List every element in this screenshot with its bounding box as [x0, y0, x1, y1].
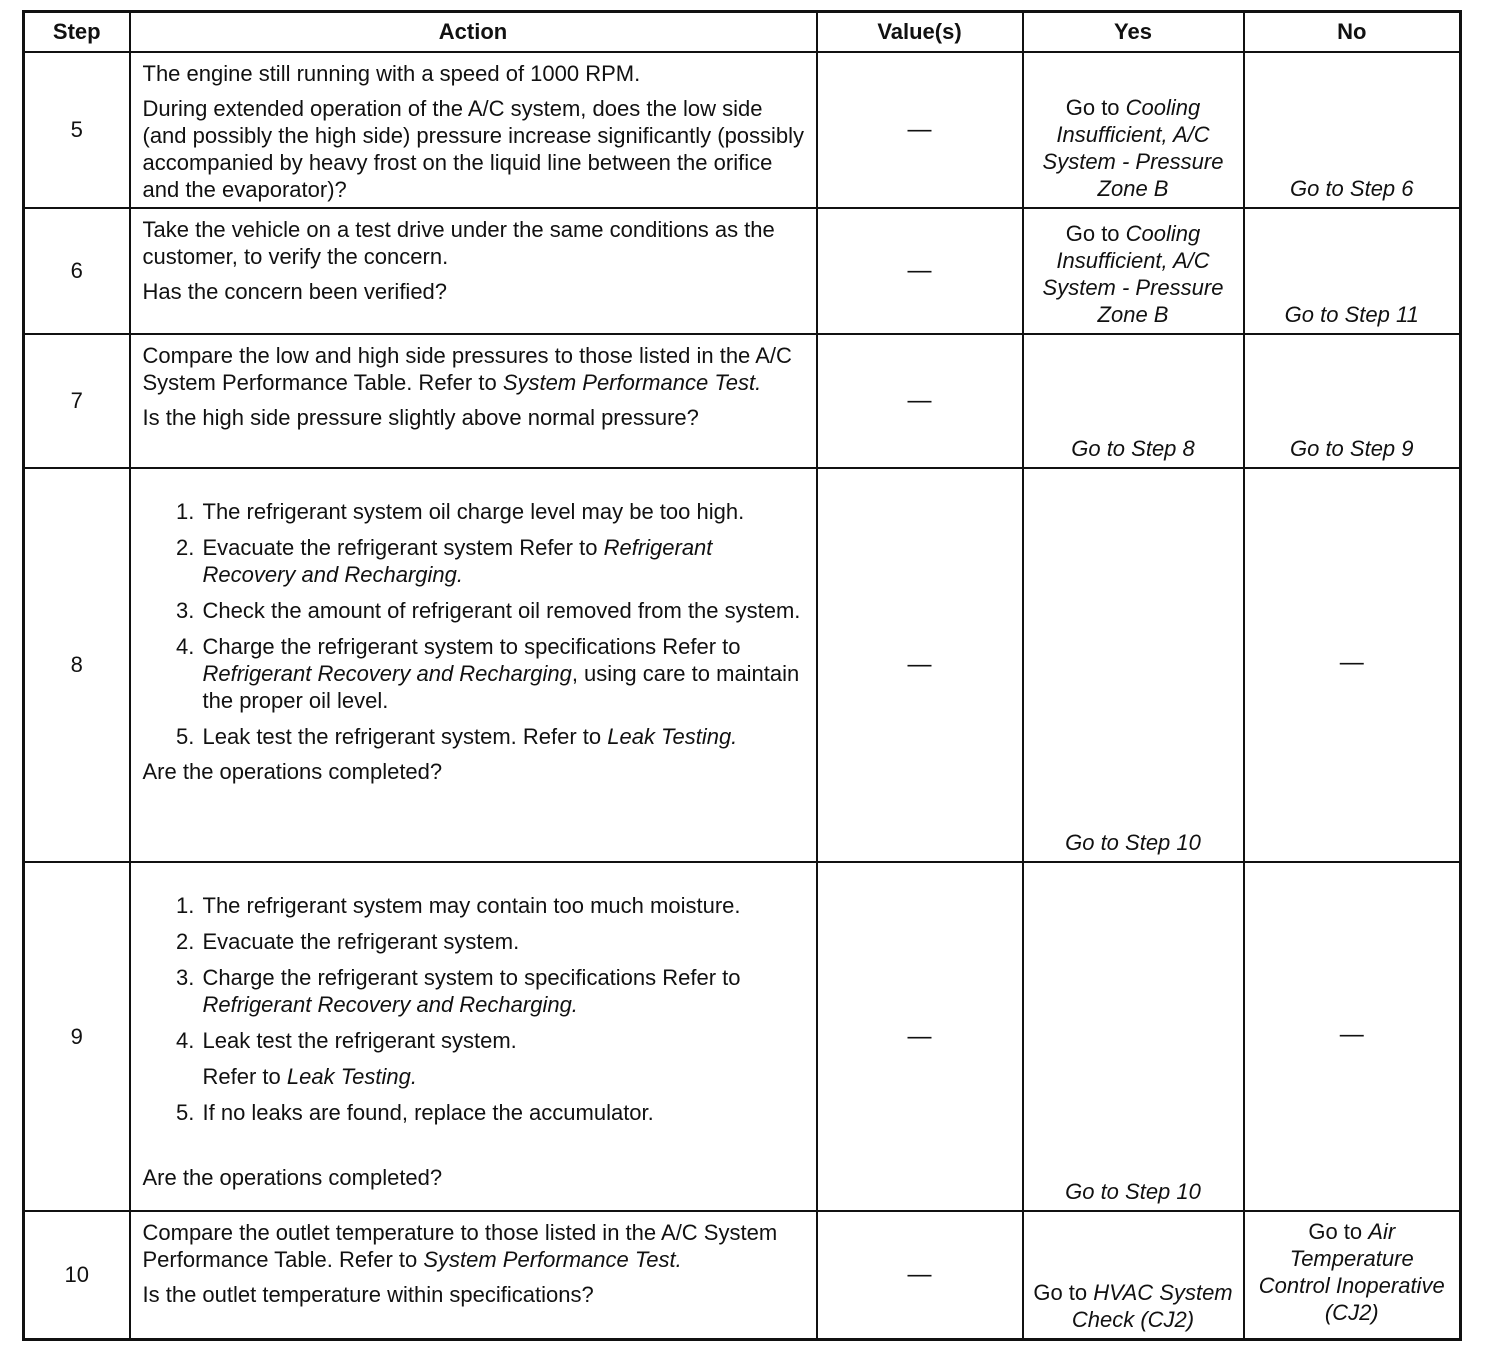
action-reference-link[interactable]: System Performance Test. — [423, 1247, 682, 1272]
header-step: Step — [24, 12, 130, 53]
header-values: Value(s) — [817, 12, 1023, 53]
header-action: Action — [130, 12, 817, 53]
list-item-text: Leak test the refrigerant system. — [202, 1028, 517, 1053]
yes-cell — [1023, 52, 1244, 208]
list-item — [201, 964, 808, 1018]
table-row-step-5 — [24, 52, 1461, 208]
no-link[interactable]: Go to Step 9 — [1289, 436, 1414, 461]
value-cell: — — [817, 334, 1023, 468]
table-row-step-8 — [24, 468, 1461, 862]
step-number: 8 — [24, 468, 130, 862]
yes-cell — [1023, 862, 1244, 1211]
list-item-text: If no leaks are found, replace the accumulator. — [202, 1100, 654, 1125]
header-row — [24, 12, 1461, 53]
action-text: The engine still running with a speed of 1000 RPM. — [142, 61, 641, 86]
list-item-text: Evacuate the refrigerant system Refer to — [202, 535, 604, 560]
table-row-step-10 — [24, 1211, 1461, 1339]
action-cell — [130, 208, 817, 334]
step-number: 10 — [24, 1211, 130, 1339]
yes-cell — [1023, 1211, 1244, 1339]
no-link[interactable]: Go to Step 11 — [1284, 302, 1419, 327]
action-question: Is the outlet temperature within specifications? — [142, 1282, 594, 1307]
yes-cell — [1023, 208, 1244, 334]
step-number: 6 — [24, 208, 130, 334]
value-cell: — — [817, 52, 1023, 208]
list-item-subline — [203, 1063, 808, 1090]
value-cell: — — [817, 468, 1023, 862]
no-link[interactable]: Air Temperature Control Inoperative (CJ2) — [1258, 1219, 1445, 1326]
yes-link[interactable]: Go to Step 10 — [1065, 830, 1201, 855]
yes-link[interactable]: Go to Step 10 — [1065, 1179, 1201, 1204]
action-question: Are the operations completed? — [142, 759, 443, 784]
no-cell: — — [1244, 468, 1461, 862]
yes-cell — [1023, 334, 1244, 468]
action-text — [143, 1219, 808, 1273]
list-item — [201, 723, 808, 750]
list-item-text: Check the amount of refrigerant oil removed from the system. — [202, 598, 801, 623]
list-item-subtext: Refer to — [202, 1064, 287, 1089]
action-question: Are the operations completed? — [142, 1165, 443, 1190]
action-steps-list — [143, 892, 808, 1126]
reference-link[interactable]: Refrigerant Recovery and Recharging — [202, 661, 572, 686]
reference-link[interactable]: Refrigerant Recovery and Recharging. — [202, 535, 713, 587]
diagnostic-table — [22, 10, 1462, 1341]
value-cell: — — [817, 862, 1023, 1211]
yes-link[interactable]: Cooling Insufficient, A/C System - Pressure Zone B — [1042, 221, 1224, 327]
action-question: During extended operation of the A/C system, does the low side (and possibly the high side) pressure increase significantly (possibly accompanied by heavy frost on the liquid line between the orifice and the evaporator)? — [142, 96, 805, 202]
step-number: 5 — [24, 52, 130, 208]
action-question: Has the concern been verified? — [142, 279, 448, 304]
action-question: Is the high side pressure slightly above normal pressure? — [142, 405, 699, 430]
action-cell — [130, 468, 817, 862]
list-item-text: Leak test the refrigerant system. Refer to — [202, 724, 608, 749]
action-text — [143, 342, 808, 396]
list-item — [201, 892, 808, 919]
no-cell — [1244, 52, 1461, 208]
no-link[interactable]: Go to Step 6 — [1289, 176, 1414, 201]
list-item — [201, 928, 808, 955]
action-steps-list — [143, 498, 808, 750]
list-item-text: The refrigerant system may contain too much moisture. — [202, 893, 741, 918]
step-number: 7 — [24, 334, 130, 468]
list-item — [201, 1099, 808, 1126]
list-item — [201, 534, 808, 588]
table-row-step-7 — [24, 334, 1461, 468]
list-item — [201, 498, 808, 525]
yes-prefix: Go to — [1065, 95, 1126, 120]
list-item-text: Charge the refrigerant system to specifications Refer to — [202, 965, 741, 990]
action-cell — [130, 1211, 817, 1339]
yes-link[interactable]: Go to Step 8 — [1071, 436, 1195, 461]
no-cell — [1244, 334, 1461, 468]
value-cell: — — [817, 208, 1023, 334]
list-item — [201, 597, 808, 624]
action-reference-link[interactable]: System Performance Test. — [502, 370, 762, 395]
yes-link[interactable]: HVAC System Check (CJ2) — [1071, 1279, 1233, 1332]
reference-link[interactable]: Refrigerant Recovery and Recharging. — [202, 992, 578, 1017]
step-number: 9 — [24, 862, 130, 1211]
action-text-body: Compare the outlet temperature to those listed in the A/C System Performance Table. Refer to — [142, 1220, 778, 1272]
yes-link[interactable]: Cooling Insufficient, A/C System - Pressure Zone B — [1042, 95, 1224, 201]
list-item-text-after: , using care to maintain the proper oil level. — [202, 661, 800, 713]
list-item — [201, 1027, 808, 1090]
action-text: Take the vehicle on a test drive under the same conditions as the customer, to verify the concern. — [142, 217, 775, 269]
table-row-step-9 — [24, 862, 1461, 1211]
header-no: No — [1244, 12, 1461, 53]
yes-prefix: Go to — [1033, 1279, 1094, 1305]
action-cell — [130, 862, 817, 1211]
list-item-text: The refrigerant system oil charge level may be too high. — [202, 499, 745, 524]
header-yes: Yes — [1023, 12, 1244, 53]
action-text-body: Compare the low and high side pressures to those listed in the A/C System Performance Table. Refer to — [142, 343, 792, 395]
yes-cell — [1023, 468, 1244, 862]
table-row-step-6 — [24, 208, 1461, 334]
no-cell — [1244, 208, 1461, 334]
list-item — [201, 633, 808, 714]
reference-link[interactable]: Leak Testing. — [286, 1064, 417, 1089]
no-cell — [1244, 1211, 1461, 1339]
no-prefix: Go to — [1308, 1219, 1369, 1245]
reference-link[interactable]: Leak Testing. — [607, 724, 738, 749]
list-item-text: Evacuate the refrigerant system. — [202, 929, 520, 954]
action-cell — [130, 334, 817, 468]
list-item-text: Charge the refrigerant system to specifications Refer to — [202, 634, 741, 659]
value-cell: — — [817, 1211, 1023, 1339]
action-cell — [130, 52, 817, 208]
no-cell: — — [1244, 862, 1461, 1211]
yes-prefix: Go to — [1065, 221, 1126, 246]
